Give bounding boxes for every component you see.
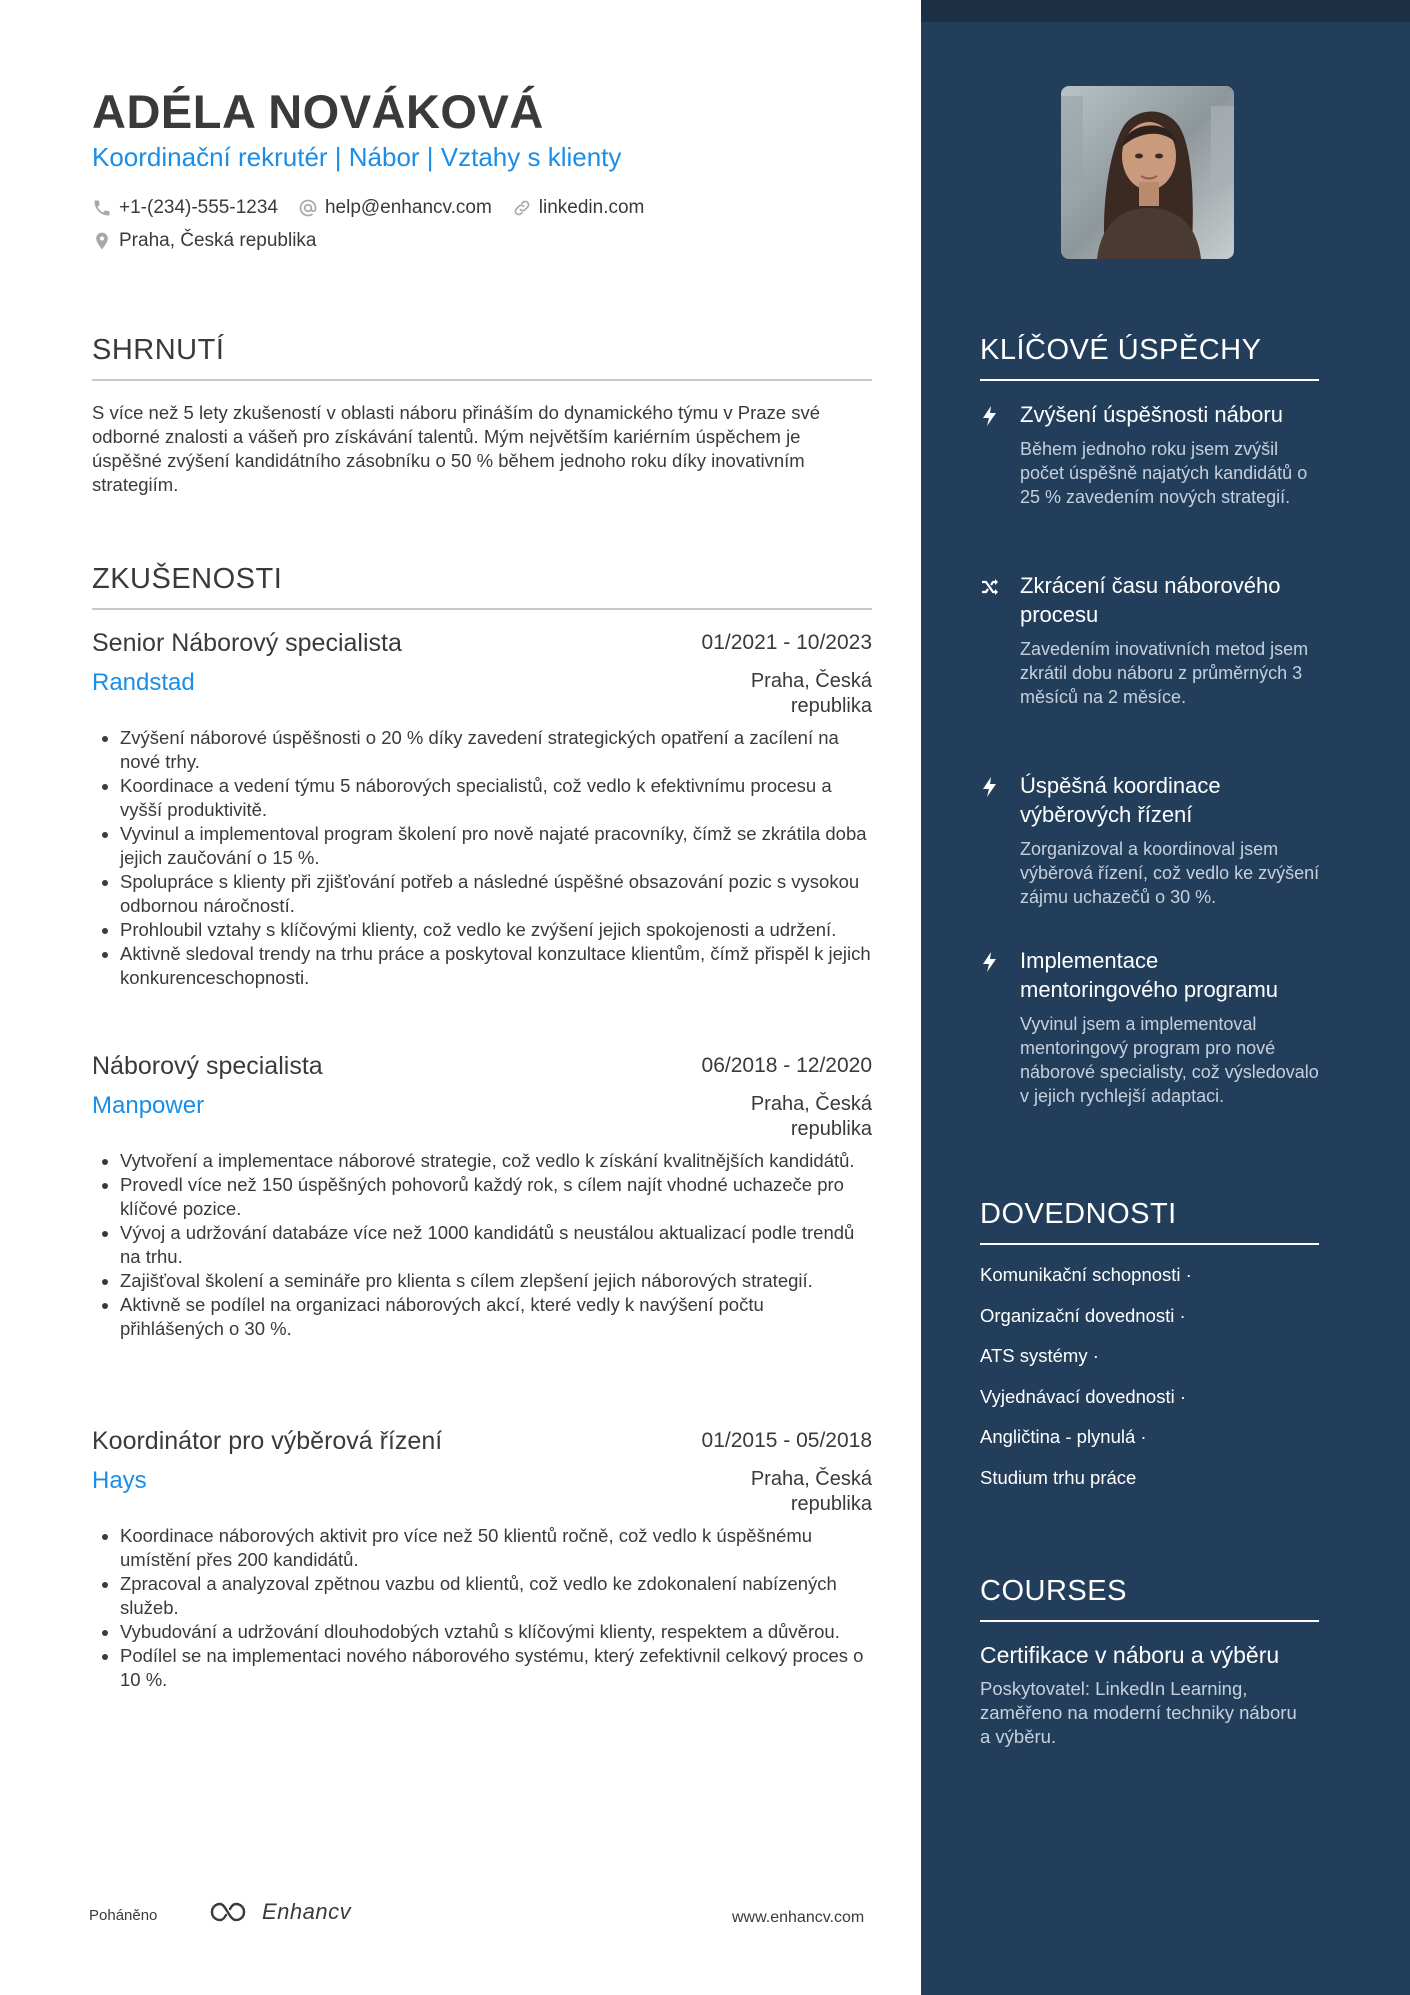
bolt-icon — [980, 951, 1000, 973]
footer-url[interactable]: www.enhancv.com — [732, 1909, 865, 1926]
candidate-headline: Koordinační rekrutér | Nábor | Vztahy s klienty — [92, 142, 622, 172]
profile-photo — [1061, 86, 1234, 259]
job-bullet: Prohloubil vztahy s klíčovými klienty, což vedlo ke zvýšení jejich spokojenosti a udržení. — [92, 918, 872, 942]
job-title: Koordinátor pro výběrová řízení — [92, 1427, 443, 1455]
job-location: Praha, Česká republika — [750, 1093, 872, 1140]
skill-item: Komunikační schopnosti · — [980, 1264, 1192, 1285]
achievement-desc: Zavedením inovativních metod jsem zkrátil dobu náboru z průměrných 3 měsíců na 2 měsíce. — [1020, 639, 1309, 707]
job-dates: 01/2015 - 05/2018 — [701, 1429, 872, 1452]
footer-powered-by: Poháněno — [89, 1907, 158, 1924]
footer-logo[interactable] — [208, 1899, 351, 1925]
job-bullet: Zajišťoval školení a semináře pro klienta s cílem zlepšení jejich náborových strategií. — [92, 1269, 872, 1293]
job-bullet: Vytvoření a implementace náborové strategie, což vedlo k získání kvalitnějších kandidátů. — [92, 1149, 872, 1173]
achievement-title: Zkrácení času náborového procesu — [1020, 573, 1281, 627]
job-location: Praha, Česká republika — [750, 670, 872, 717]
job-bullet: Vývoj a udržování databáze více než 1000 kandidátů s neustálou aktualizací podle trendů na trhu. — [92, 1221, 872, 1269]
job-company: Hays — [92, 1467, 147, 1494]
achievements-heading: KLÍČOVÉ ÚSPĚCHY — [980, 334, 1262, 366]
job-bullet: Aktivně sledoval trendy na trhu práce a poskytoval konzultace klientům, čímž přispěl k jejich konkurenceschopnosti. — [92, 942, 872, 990]
job-bullet: Koordinace náborových aktivit pro více než 50 klientů ročně, což vedlo k úspěšnému umístění přes 200 kandidátů. — [92, 1524, 872, 1572]
skills-divider — [980, 1243, 1319, 1245]
job-location: Praha, Česká republika — [750, 1468, 872, 1515]
job-bullet: Provedl více než 150 úspěšných pohovorů každý rok, s cílem najít vhodné uchazeče pro klíčové pozice. — [92, 1173, 872, 1221]
profile-photo-image — [1061, 86, 1234, 259]
summary-divider — [92, 379, 872, 381]
achievement-title: Implementace mentoringového programu — [1020, 948, 1279, 1002]
location-pin-icon — [92, 231, 112, 251]
shuffle-icon — [980, 576, 1000, 598]
job-bullet: Koordinace a vedení týmu 5 náborových specialistů, což vedlo k efektivnímu procesu a vyšší produktivitě. — [92, 774, 872, 822]
job-bullets — [92, 726, 872, 990]
skills-heading: DOVEDNOSTI — [980, 1198, 1177, 1230]
courses-heading: COURSES — [980, 1575, 1127, 1607]
job-dates: 01/2021 - 10/2023 — [701, 631, 872, 654]
job-company: Randstad — [92, 669, 195, 696]
link-icon — [512, 198, 532, 218]
bolt-icon — [980, 405, 1000, 427]
job-bullets — [92, 1149, 872, 1341]
achievement-desc: Zorganizoval a koordinoval jsem výběrová řízení, což vedlo ke zvýšení zájmu uchazečů o 30 %. — [1020, 839, 1320, 907]
contact-location — [92, 230, 317, 252]
skill-item: Angličtina - plynulá · — [980, 1426, 1147, 1448]
enhancv-logo-icon — [208, 1899, 254, 1925]
courses-divider — [980, 1620, 1319, 1622]
summary-text: S více než 5 lety zkušeností v oblasti náboru přináším do dynamického týmu v Praze své odborné znalosti a vášeň pro získávání talentů. Mým největším kariérním úspěchem je úspěšné zvýšení kandidátního zásobníku o 50 % během jednoho roku díky inovativním strategiím. — [92, 402, 821, 495]
job-dates: 06/2018 - 12/2020 — [701, 1054, 872, 1077]
job-bullet: Aktivně se podílel na organizaci náborových akcí, které vedly k navýšení počtu přihlášených o 30 %. — [92, 1293, 872, 1341]
job-title: Senior Náborový specialista — [92, 629, 402, 657]
course-title: Certifikace v náboru a výběru — [980, 1642, 1280, 1668]
achievement-title: Úspěšná koordinace výběrových řízení — [1020, 773, 1221, 827]
skill-item: ATS systémy · — [980, 1345, 1099, 1367]
job-bullet: Vybudování a udržování dlouhodobých vztahů s klíčovými klienty, respektem a důvěrou. — [92, 1620, 872, 1644]
linkedin-text: linkedin.com — [538, 197, 645, 218]
skill-item: Studium trhu práce — [980, 1466, 1137, 1488]
job-bullet: Vyvinul a implementoval program školení pro nově najaté pracovníky, čímž se zkrátila doba jejich zaučování o 15 %. — [92, 822, 872, 870]
skill-item: Organizační dovednosti · — [980, 1304, 1186, 1326]
achievement-desc: Vyvinul jsem a implementoval mentoringový program pro nové náborové specialisty, což výsledovalo v jejich rychlejší adaptaci. — [1020, 1014, 1319, 1106]
job-bullet: Podílel se na implementaci nového náborového systému, který zefektivnil celkový proces o 10 %. — [92, 1644, 872, 1692]
course-desc: Poskytovatel: LinkedIn Learning, zaměřeno na moderní techniky náboru a výběru. — [980, 1678, 1297, 1747]
contact-email[interactable] — [298, 197, 492, 219]
job-bullet: Zpracoval a analyzoval zpětnou vazbu od klientů, což vedlo ke zdokonalení nabízených služeb. — [92, 1572, 872, 1620]
achievement-desc: Během jednoho roku jsem zvýšil počet úspěšně najatých kandidátů o 25 % zavedením nových strategií. — [1020, 439, 1308, 507]
summary-heading: SHRNUTÍ — [92, 334, 225, 366]
sidebar-top-band — [921, 0, 1410, 22]
at-icon — [298, 198, 318, 218]
location-text: Praha, Česká republika — [119, 230, 317, 251]
contact-linkedin[interactable] — [512, 197, 645, 219]
job-title: Náborový specialista — [92, 1052, 323, 1080]
phone-text: +1-(234)-555-1234 — [119, 197, 278, 218]
job-bullet: Zvýšení náborové úspěšnosti o 20 % díky zavedení strategických opatření a zacílení na nové trhy. — [92, 726, 872, 774]
achievements-divider — [980, 379, 1319, 381]
email-text: help@enhancv.com — [324, 197, 492, 218]
job-company: Manpower — [92, 1092, 205, 1119]
job-bullet: Spolupráce s klienty při zjišťování potřeb a následné úspěšné obsazování pozic s vysokou odbornou náročností. — [92, 870, 872, 918]
candidate-name: ADÉLA NOVÁKOVÁ — [92, 85, 544, 138]
job-bullets — [92, 1524, 872, 1692]
contact-row-2 — [92, 230, 337, 252]
contact-phone — [92, 197, 278, 219]
contact-row-1 — [92, 197, 664, 219]
phone-icon — [92, 198, 112, 218]
enhancv-brand-text: Enhancv — [262, 1899, 352, 1924]
skill-item: Vyjednávací dovednosti · — [980, 1385, 1187, 1407]
skills-list — [980, 1264, 1192, 1508]
experience-heading: ZKUŠENOSTI — [92, 563, 283, 595]
experience-divider — [92, 608, 872, 610]
achievement-title: Zvýšení úspěšnosti náboru — [1020, 402, 1283, 427]
bolt-icon — [980, 776, 1000, 798]
